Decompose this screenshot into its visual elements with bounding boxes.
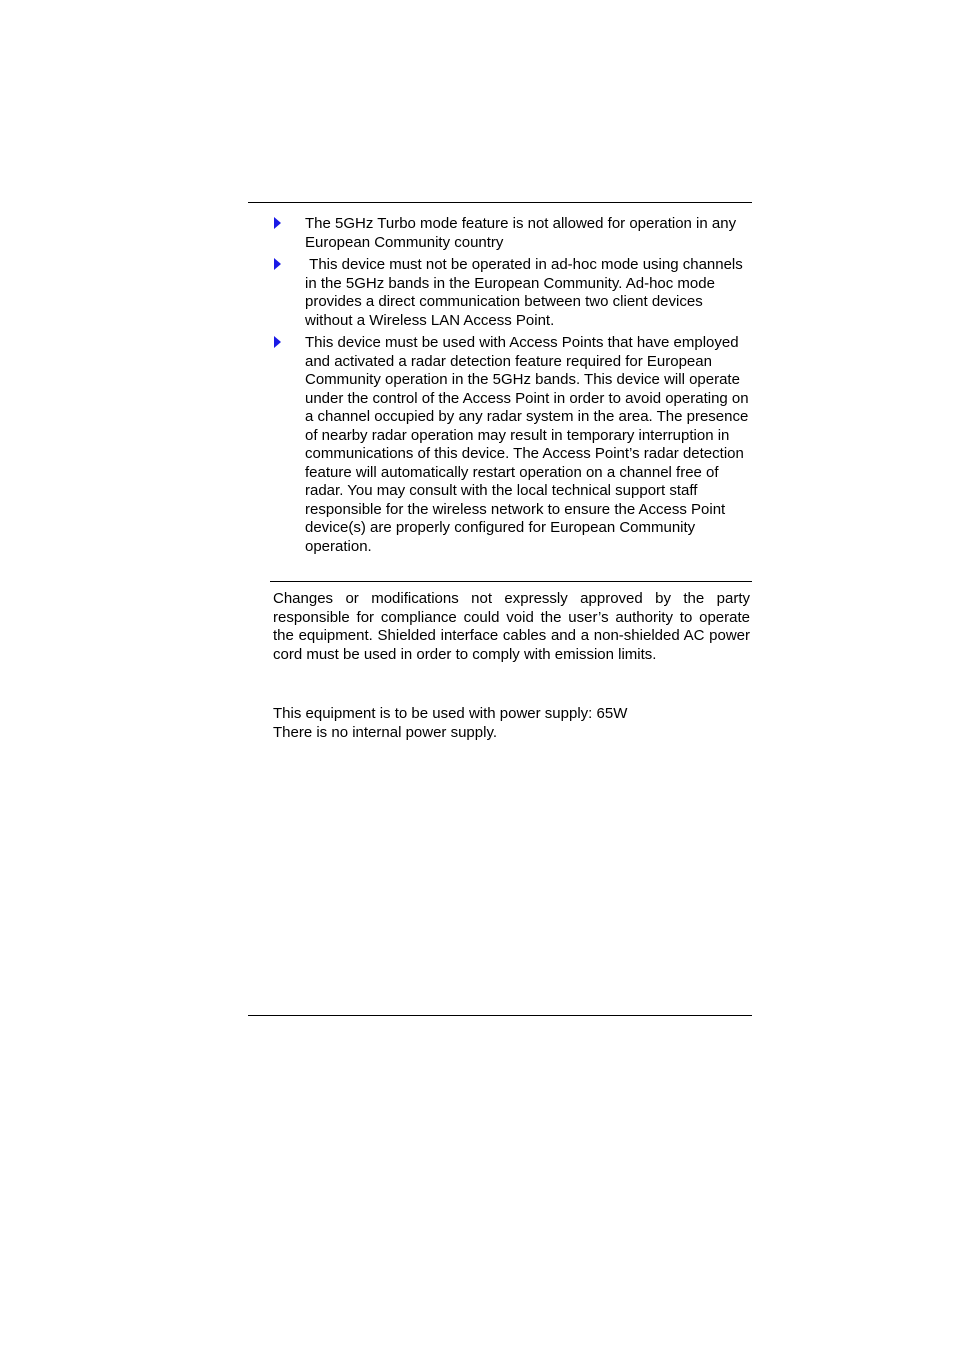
- power-supply-info: [273, 705, 750, 742]
- triangle-right-icon: [274, 217, 281, 229]
- bottom-divider: [248, 1015, 752, 1016]
- restriction-list: [270, 215, 752, 560]
- power-supply-line: This equipment is to be used with power supply: 65W: [273, 705, 628, 722]
- list-item: [270, 215, 752, 252]
- list-item: [270, 334, 752, 556]
- modifications-notice: Changes or modifications not expressly approved by the party responsible for compliance could void the user’s authority to operate the equipment. Shielded interface cables and a non-shielded AC power cord must be used in order to comply with emission limits.: [273, 590, 750, 663]
- list-item-text: This device must be used with Access Points that have employed and activated a radar detection feature required for European Community operation in the 5GHz bands. This device will operate under the control of the Access Point in order to avoid operating on a channel occupied by any radar system in the area. The presence of nearby radar operation may result in temporary interruption in communications of this device. The Access Point’s radar detection feature will automatically restart operation on a channel free of radar. You may consult with the local technical support staff responsible for the wireless network to ensure the Access Point device(s) are properly configured for European Community operation.: [305, 334, 753, 555]
- list-item-text: This device must not be operated in ad-hoc mode using channels in the 5GHz bands in the European Community. Ad-hoc mode provides a direct communication between two client devices without a Wireless LAN Access Point.: [305, 256, 747, 329]
- list-item-text: The 5GHz Turbo mode feature is not allowed for operation in any European Community country: [305, 215, 741, 251]
- internal-power-line: There is no internal power supply.: [273, 723, 498, 741]
- list-item: [270, 256, 752, 330]
- section-divider: [270, 581, 752, 582]
- triangle-right-icon: [274, 258, 281, 270]
- triangle-right-icon: [274, 336, 281, 348]
- top-divider: [248, 202, 752, 203]
